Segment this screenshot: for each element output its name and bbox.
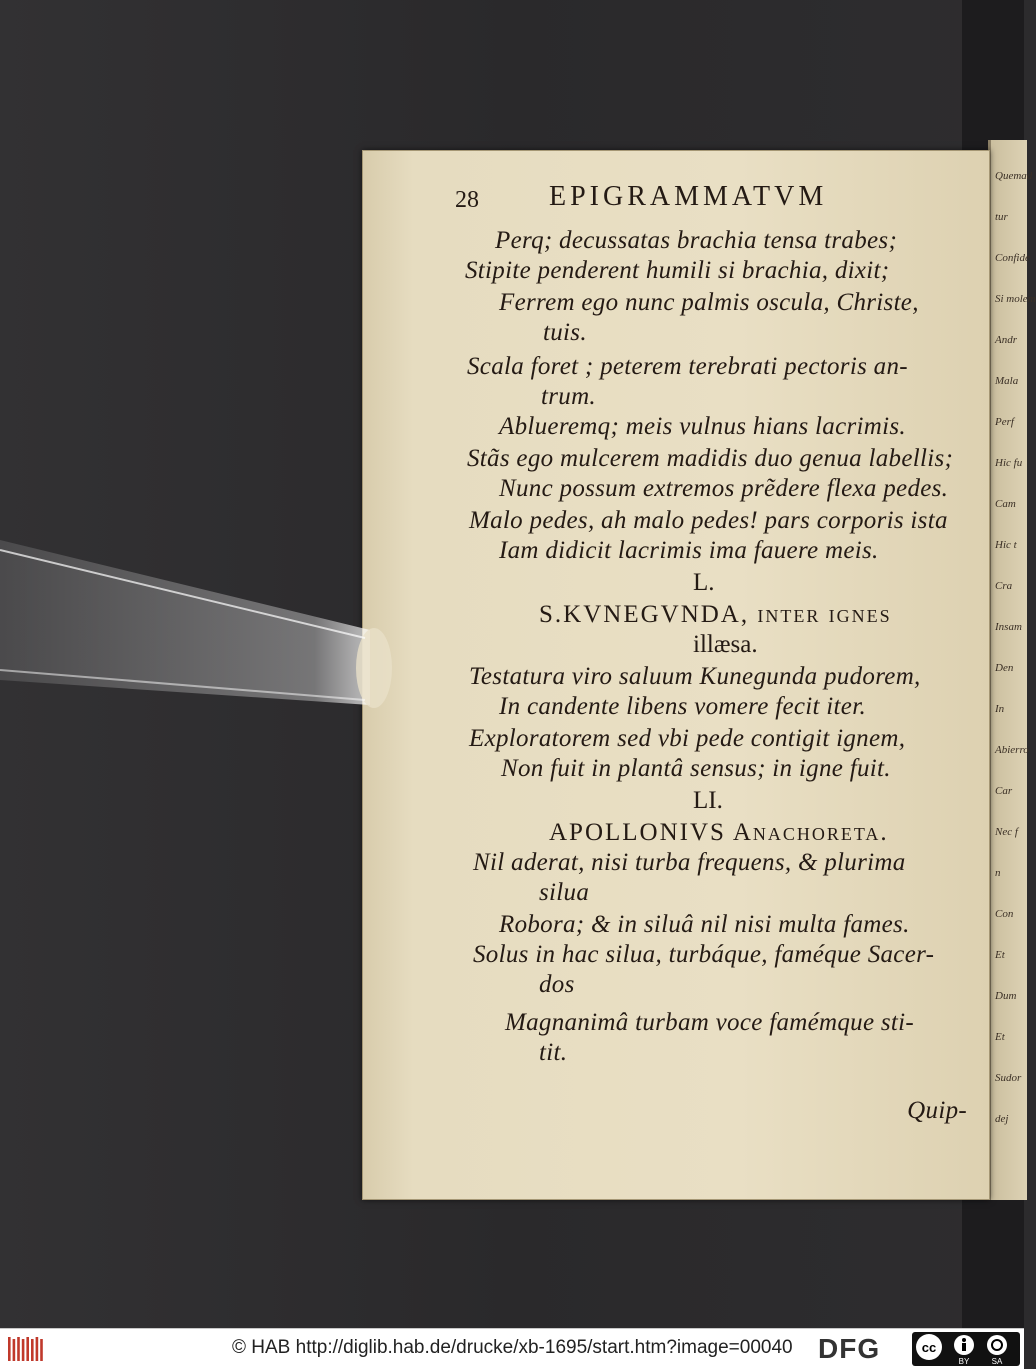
adjacent-page-fragment: Confide xyxy=(995,252,1030,264)
hab-logo-icon xyxy=(6,1335,46,1363)
text-line: LI. xyxy=(693,787,723,814)
adjacent-page-fragment: Si molem xyxy=(995,293,1036,305)
adjacent-page-fragment: Cra xyxy=(995,580,1013,592)
glass-rod-reflection xyxy=(0,520,420,760)
text-line: trum. xyxy=(541,383,596,410)
text-line: S.KVNEGVNDA, inter ignes xyxy=(539,601,892,628)
text-line: Scala foret ; peterem terebrati pectoris an- xyxy=(467,353,908,380)
text-line: Nunc possum extremos prẽdere flexa pedes. xyxy=(499,475,949,502)
running-head: EPIGRAMMATVM xyxy=(549,181,828,212)
text-line: tit. xyxy=(539,1039,568,1066)
text-line: Stãs ego mulcerem madidis duo genua labellis; xyxy=(467,445,954,472)
text-line: Exploratorem sed vbi pede contigit ignem, xyxy=(469,725,906,752)
adjacent-page-fragment: Cam xyxy=(995,498,1016,510)
text-line: APOLLONIVS Anachoreta. xyxy=(549,819,889,846)
text-line: Ablueremq; meis vulnus hians lacrimis. xyxy=(499,413,906,440)
adjacent-page-fragment: Quemad xyxy=(995,170,1033,182)
adjacent-page-fragment: Nec f xyxy=(995,826,1018,838)
text-line: silua xyxy=(539,879,590,906)
text-line: Malo pedes, ah malo pedes! pars corporis ista xyxy=(469,507,948,534)
adjacent-page-fragment: n xyxy=(995,867,1001,879)
adjacent-page-fragment: Con xyxy=(995,908,1014,920)
text-line: tuis. xyxy=(543,319,587,346)
text-line: dos xyxy=(539,971,575,998)
adjacent-page xyxy=(988,140,1036,1200)
text-line: Nil aderat, nisi turba frequens, & plurima xyxy=(473,849,906,876)
adjacent-page-fragment: Sudor xyxy=(995,1072,1022,1084)
adjacent-page-fragment: Dum xyxy=(995,990,1017,1002)
cc-license-badge[interactable] xyxy=(912,1332,1020,1366)
adjacent-page-fragment: Den xyxy=(995,662,1014,674)
dfg-logo: DFG xyxy=(818,1333,881,1364)
text-line: Solus in hac silua, turbáque, faméque Sacer- xyxy=(473,941,935,968)
by-label: BY xyxy=(958,1357,970,1366)
adjacent-page-fragment: Et xyxy=(995,1031,1005,1043)
footer-link[interactable]: © HAB http://diglib.hab.de/drucke/xb-1695/start.htm?image=00040 xyxy=(232,1337,793,1358)
text-line: Magnanimâ turbam voce famémque sti- xyxy=(505,1009,915,1036)
text-line: L. xyxy=(693,569,715,596)
text-line: Perq; decussatas brachia tensa trabes; xyxy=(495,227,898,254)
adjacent-page-fragment: Car xyxy=(995,785,1013,797)
text-line: Non fuit in plantâ sensus; in igne fuit. xyxy=(501,755,891,782)
adjacent-page-fragment: Et xyxy=(995,949,1005,961)
text-line: In candente libens vomere fecit iter. xyxy=(499,693,866,720)
text-line: illæsa. xyxy=(693,631,758,658)
page-number: 28 xyxy=(455,187,479,213)
text-line: Stipite penderent humili si brachia, dixit; xyxy=(465,257,890,284)
text-line: Ferrem ego nunc palmis oscula, Christe, xyxy=(499,289,919,316)
adjacent-page-fragment: dej xyxy=(995,1113,1009,1125)
book-page xyxy=(362,150,990,1200)
text-line: Testatura viro saluum Kunegunda pudorem, xyxy=(469,663,921,690)
adjacent-page-fragment: Mala xyxy=(995,375,1019,387)
footer-bar xyxy=(0,1328,1024,1369)
text-line: Iam didicit lacrimis ima fauere meis. xyxy=(499,537,879,564)
adjacent-page-fragment: Insam xyxy=(995,621,1022,633)
adjacent-page-fragment: In xyxy=(995,703,1005,715)
adjacent-page-fragment: tur xyxy=(995,211,1008,223)
adjacent-page-fragment: Abierro xyxy=(995,744,1029,756)
adjacent-page-fragment: Perf xyxy=(995,416,1014,428)
text-line: Robora; & in siluâ nil nisi multa fames. xyxy=(499,911,910,938)
cc-icon: cc xyxy=(921,1340,937,1355)
adjacent-page-fragment: Hic t xyxy=(995,539,1017,551)
catchword: Quip- xyxy=(907,1097,967,1124)
sa-label: SA xyxy=(991,1357,1003,1366)
adjacent-page-fragment: Hic fu xyxy=(995,457,1023,469)
sa-icon xyxy=(987,1335,1007,1355)
adjacent-page-fragment: Andr xyxy=(995,334,1017,346)
